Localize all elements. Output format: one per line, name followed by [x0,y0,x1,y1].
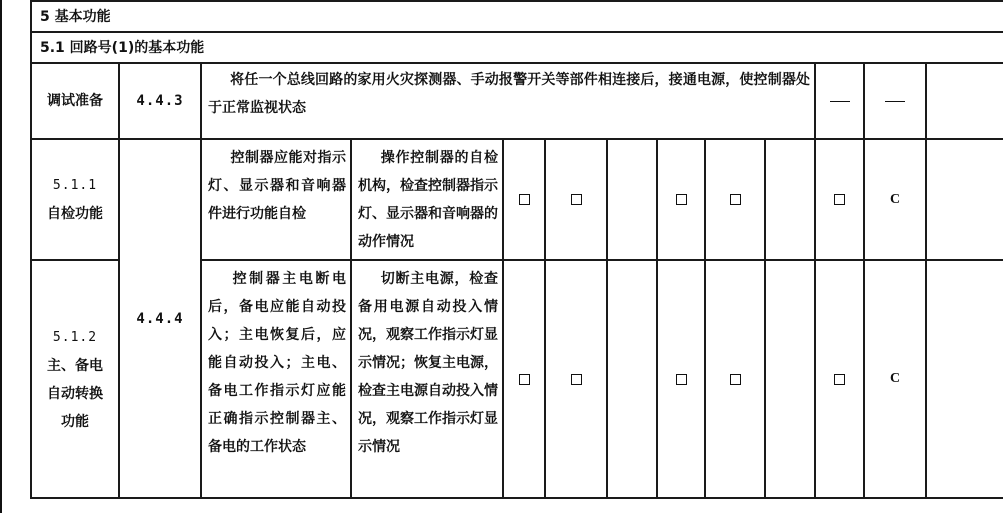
check-cell [657,139,705,260]
method-cell [351,260,503,498]
prep-text-cell [201,63,815,139]
prep-row [31,63,1003,139]
empty-checkbox-icon [571,374,582,385]
empty-checkbox-icon [834,374,845,385]
empty-checkbox-icon [834,194,845,205]
item-name: 自检功能 [47,206,103,222]
check-cell [705,260,765,498]
blank-cell [607,260,657,498]
dash-mark [885,101,905,102]
empty-checkbox-icon [730,374,741,385]
empty-checkbox-icon [730,194,741,205]
check-cell [545,260,607,498]
item-number: 5.1.2 [52,329,98,345]
requirement-text: 控制器应能对指示灯、显示器和音响器件进行功能自检 [208,150,346,222]
item-cell [31,139,119,260]
prep-col-a [815,63,864,139]
section-title: 5 基本功能 [31,1,1003,32]
item-name: 主、备电自动转换功能 [47,357,103,430]
empty-checkbox-icon [519,194,530,205]
blank-cell [765,139,815,260]
prep-empty-cell [926,63,1003,139]
prep-label: 调试准备 [31,63,119,139]
check-cell [545,139,607,260]
method-cell [351,139,503,260]
check-cell [657,260,705,498]
requirement-cell [201,139,351,260]
method-text: 操作控制器的自检机构，检查控制器指示灯、显示器和音响器的动作情况 [358,150,498,250]
check-cell [815,260,864,498]
subsection-title: 5.1 回路号(1)的基本功能 [31,32,1003,63]
inspection-table [30,0,1003,499]
empty-checkbox-icon [676,194,687,205]
empty-checkbox-icon [571,194,582,205]
check-cell [705,139,765,260]
table-row [31,139,1003,260]
shared-clause: 4.4.4 [119,139,201,498]
empty-checkbox-icon [519,374,530,385]
check-cell [815,139,864,260]
page-left-border [0,0,2,513]
item-cell [31,260,119,498]
check-cell [503,260,545,498]
prep-text: 将任一个总线回路的家用火灾探测器、手动报警开关等部件相连接后，接通电源，使控制器处于正常监视状态 [208,72,810,116]
requirement-text: 控制器主电断电后，备电应能自动投入；主电恢复后，应能自动投入；主电、备电工作指示灯应能正确指示控制器主、备电的工作状态 [208,271,346,455]
blank-cell [926,139,1003,260]
result-mark: C [864,139,926,260]
prep-col-b [864,63,926,139]
blank-cell [765,260,815,498]
blank-cell [926,260,1003,498]
method-text: 切断主电源，检查备用电源自动投入情况，观察工作指示灯显示情况；恢复主电源，检查主电源自动投入情况，观察工作指示灯显示情况 [358,271,498,455]
check-cell [503,139,545,260]
requirement-cell [201,260,351,498]
empty-checkbox-icon [676,374,687,385]
blank-cell [607,139,657,260]
prep-clause: 4.4.3 [119,63,201,139]
result-mark: C [864,260,926,498]
dash-mark [830,101,850,102]
item-number: 5.1.1 [52,178,98,193]
subsection-row [31,32,1003,63]
section-row [31,1,1003,32]
